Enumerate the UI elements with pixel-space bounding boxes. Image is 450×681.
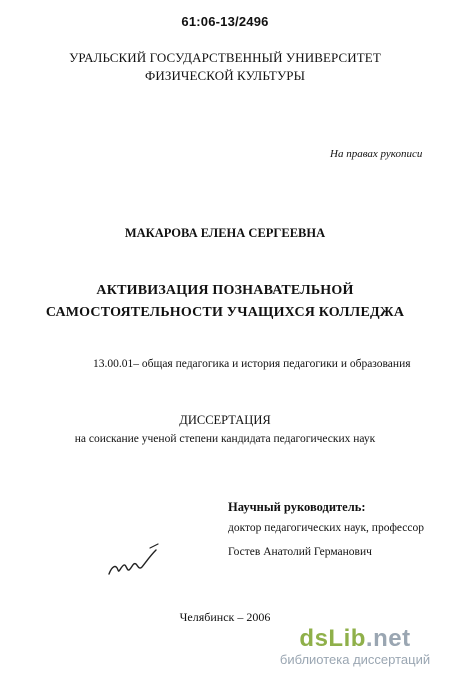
watermark-logo-part2: .net [365, 625, 411, 652]
dissertation-title-line2: САМОСТОЯТЕЛЬНОСТИ УЧАЩИХСЯ КОЛЛЕДЖА [45, 305, 405, 320]
university-name-line2: ФИЗИЧЕСКОЙ КУЛЬТУРЫ [144, 68, 306, 83]
watermark-logo [270, 626, 440, 652]
city-year: Челябинск – 2006 [179, 610, 271, 624]
advisor-credentials: доктор педагогических наук, профессор [228, 522, 425, 534]
degree-purpose: на соискание ученой степени кандидата педагогических наук [74, 433, 376, 445]
university-name-line1: УРАЛЬСКИЙ ГОСУДАРСТВЕННЫЙ УНИВЕРСИТЕТ [69, 50, 381, 65]
watermark-subtitle: библиотека диссертаций [279, 652, 431, 667]
archive-code: 61:06-13/2496 [181, 14, 269, 29]
document-type: ДИССЕРТАЦИЯ [179, 413, 271, 427]
advisor-heading: Научный руководитель: [228, 500, 366, 514]
dslib-watermark [270, 626, 440, 667]
author-name: МАКАРОВА ЕЛЕНА СЕРГЕЕВНА [124, 226, 326, 240]
watermark-logo-part1: dsLib [299, 625, 366, 652]
dissertation-title-line1: АКТИВИЗАЦИЯ ПОЗНАВАТЕЛЬНОЙ [96, 283, 354, 298]
rights-note: На правах рукописи [330, 148, 423, 160]
advisor-name: Гостев Анатолий Германович [228, 546, 372, 558]
specialty-code: 13.00.01– общая педагогика и история педагогики и образования [93, 358, 411, 370]
handwritten-signature [106, 540, 166, 585]
